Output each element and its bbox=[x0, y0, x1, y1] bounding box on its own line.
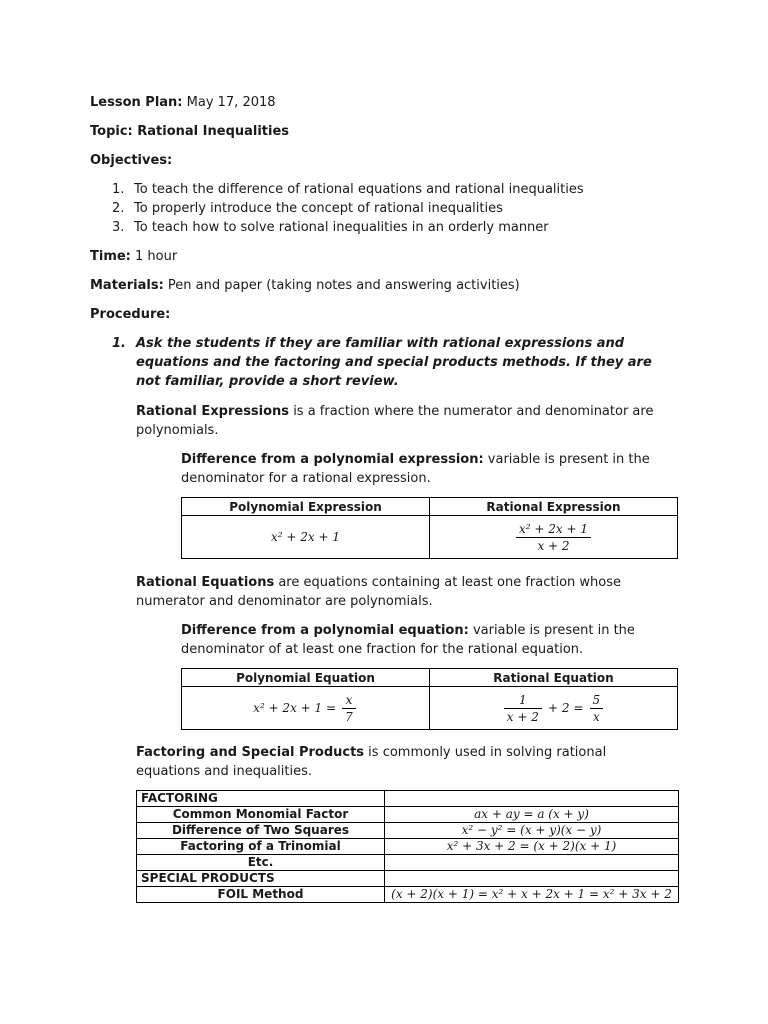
materials-value: Pen and paper (taking notes and answering activities) bbox=[163, 278, 520, 293]
rational-equation-middle: + 2 = bbox=[548, 700, 584, 715]
table-cell bbox=[430, 687, 678, 730]
step-number: 1. bbox=[112, 336, 126, 351]
table-cell bbox=[385, 855, 679, 871]
table-cell: Common Monomial Factor bbox=[137, 807, 385, 823]
difference-expression-note: Difference from a polynomial expression: variable is present in the denominator for a rational expression. bbox=[181, 452, 650, 486]
table-cell bbox=[385, 791, 679, 807]
table-header: Rational Expression bbox=[430, 498, 678, 516]
difference-expression-label: Difference from a polynomial expression: bbox=[181, 452, 484, 467]
lesson-plan-label: Lesson Plan: bbox=[90, 95, 183, 110]
rational-expressions-term: Rational Expressions bbox=[136, 404, 290, 419]
lesson-plan-line bbox=[90, 94, 276, 112]
table-cell: FACTORING bbox=[137, 791, 385, 807]
rational-equation-fraction: $\frac{1}{x + 2}$ bbox=[504, 692, 542, 725]
table-cell: x² + 3x + 2 = (x + 2)(x + 1) bbox=[385, 839, 679, 855]
table-row bbox=[137, 791, 679, 807]
table-row bbox=[137, 839, 679, 855]
table-row bbox=[137, 887, 679, 903]
difference-equation-note: Difference from a polynomial equation: variable is present in the denominator of at least one fraction for the rational equation. bbox=[181, 623, 635, 657]
table-row bbox=[137, 871, 679, 887]
rational-equation-fraction: $\frac{5}{x}$ bbox=[590, 692, 604, 725]
time-label: Time: bbox=[90, 249, 131, 264]
procedure-heading: Procedure: bbox=[90, 307, 171, 322]
table-header: Polynomial Expression bbox=[182, 498, 430, 516]
table-cell: ax + ay = a (x + y) bbox=[385, 807, 679, 823]
rational-equations-definition: Rational Equations are equations containing at least one fraction whose numerator and denominator are polynomials. bbox=[136, 575, 622, 609]
polynomial-equation-lhs: x² + 2x + 1 = bbox=[253, 700, 337, 715]
polynomial-equation-fraction: $\frac{x}{7}$ bbox=[342, 692, 356, 725]
factoring-definition: Factoring and Special Products is commonly used in solving rational equations and inequalities. bbox=[136, 745, 607, 779]
step-text: Ask the students if they are familiar with rational expressions and equations and the factoring and special products methods. If they are not familiar, provide a short review. bbox=[136, 336, 652, 389]
table-cell bbox=[430, 516, 678, 559]
objective-item: 2. To properly introduce the concept of rational inequalities bbox=[112, 201, 503, 216]
polynomial-expression: x² + 2x + 1 bbox=[271, 529, 340, 544]
table-cell: FOIL Method bbox=[137, 887, 385, 903]
table-row bbox=[137, 855, 679, 871]
rational-expressions-definition: Rational Expressions is a fraction where the numerator and denominator are polynomials. bbox=[136, 404, 654, 438]
objective-item: 1. To teach the difference of rational equations and rational inequalities bbox=[112, 182, 584, 197]
equation-comparison-table bbox=[181, 668, 678, 730]
factoring-table bbox=[136, 790, 679, 903]
table-header: Polynomial Equation bbox=[182, 669, 430, 687]
table-cell: (x + 2)(x + 1) = x² + x + 2x + 1 = x² + 3x + 2 bbox=[385, 887, 679, 903]
table-cell bbox=[385, 871, 679, 887]
time-value: 1 hour bbox=[130, 249, 178, 264]
rational-equations-term: Rational Equations bbox=[136, 575, 275, 590]
time-line bbox=[90, 248, 177, 266]
materials-label: Materials: bbox=[90, 278, 164, 293]
topic-line: Topic: Rational Inequalities bbox=[90, 124, 290, 139]
materials-line bbox=[90, 277, 520, 295]
table-row bbox=[137, 807, 679, 823]
table-cell: SPECIAL PRODUCTS bbox=[137, 871, 385, 887]
rational-expression-fraction: $\frac{\text{x² + 2x + 1}}{x + 2}$ bbox=[516, 521, 591, 554]
objectives-heading: Objectives: bbox=[90, 153, 173, 168]
difference-equation-label: Difference from a polynomial equation: bbox=[181, 623, 469, 638]
table-cell: x² − y² = (x + y)(x − y) bbox=[385, 823, 679, 839]
lesson-plan-date: May 17, 2018 bbox=[182, 95, 276, 110]
objective-item: 3. To teach how to solve rational inequalities in an orderly manner bbox=[112, 220, 549, 235]
table-cell: Factoring of a Trinomial bbox=[137, 839, 385, 855]
table-row bbox=[137, 823, 679, 839]
expression-comparison-table bbox=[181, 497, 678, 559]
table-cell: Etc. bbox=[137, 855, 385, 871]
table-cell bbox=[182, 687, 430, 730]
table-cell: Difference of Two Squares bbox=[137, 823, 385, 839]
table-cell bbox=[182, 516, 430, 559]
table-header: Rational Equation bbox=[430, 669, 678, 687]
factoring-term: Factoring and Special Products bbox=[136, 745, 365, 760]
